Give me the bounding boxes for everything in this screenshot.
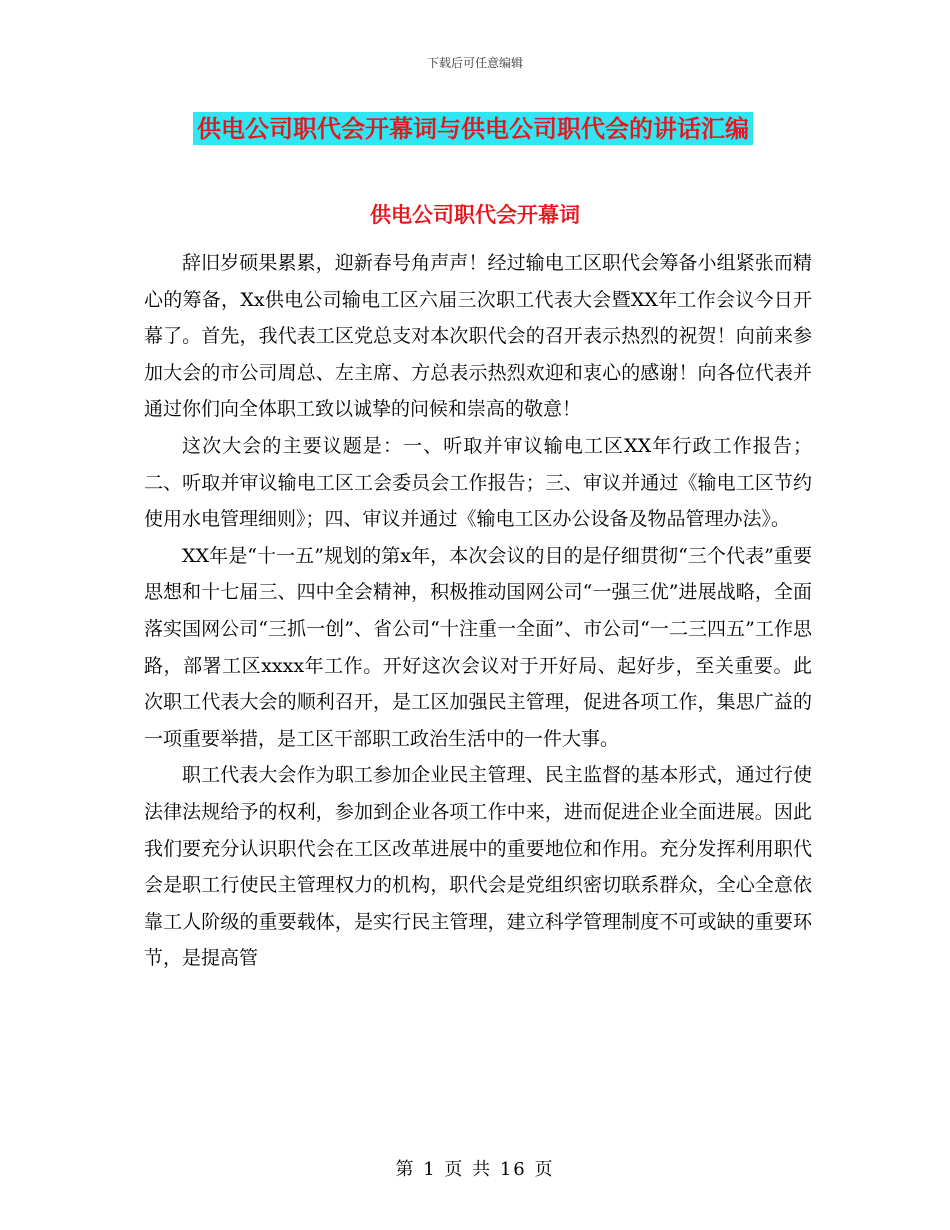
body-text	[144, 245, 812, 977]
paragraph-4: 职工代表大会作为职工参加企业民主管理、民主监督的基本形式，通过行使法律法规给予的权利，参加到企业各项工作中来，进而促进企业全面进展。因此我们要充分认识职代会在工区改革进展中的重要地位和作用。充分发挥利用职代会是职工行使民主管理权力的机构，职代会是党组织密切联系群众，全心全意依靠工人阶级的重要载体，是实行民主管理，建立科学管理制度不可或缺的重要环节，是提高管	[144, 764, 812, 970]
page-footer: 第 1 页 共 16 页	[395, 1159, 555, 1180]
section-subtitle: 供电公司职代会开幕词	[370, 202, 580, 227]
header-note: 下载后可任意编辑	[426, 56, 523, 70]
paragraph-2: 这次大会的主要议题是：一、听取并审议输电工区XX年行政工作报告；二、听取并审议输电工区工会委员会工作报告；三、审议并通过《输电工区节约使用水电管理细则》；四、审议并通过《输电工区办公设备及物品管理办法》。	[144, 434, 812, 531]
document-title: 供电公司职代会开幕词与供电公司职代会的讲话汇编	[193, 112, 753, 145]
paragraph-1: 辞旧岁硕果累累，迎新春号角声声！经过输电工区职代会筹备小组紧张而精心的筹备，Xx供电公司输电工区六届三次职工代表大会暨XX年工作会议今日开幕了。首先，我代表工区党总支对本次职代会的召开表示热烈的祝贺！向前来参加大会的市公司周总、左主席、方总表示热烈欢迎和衷心的感谢！向各位代表并通过你们向全体职工致以诚挚的问候和崇高的敬意！	[144, 252, 812, 421]
paragraph-3: XX年是“十一五”规划的第x年，本次会议的目的是仔细贯彻“三个代表”重要思想和十七届三、四中全会精神，积极推动国网公司“一强三优”进展战略，全面落实国网公司“三抓一创”、省公司“十注重一全面”、市公司“一二三四五”工作思路，部署工区xxxx年工作。开好这次会议对于开好局、起好步，至关重要。此次职工代表大会的顺利召开，是工区加强民主管理，促进各项工作，集思广益的一项重要举措，是工区干部职工政治生活中的一件大事。	[144, 544, 812, 750]
